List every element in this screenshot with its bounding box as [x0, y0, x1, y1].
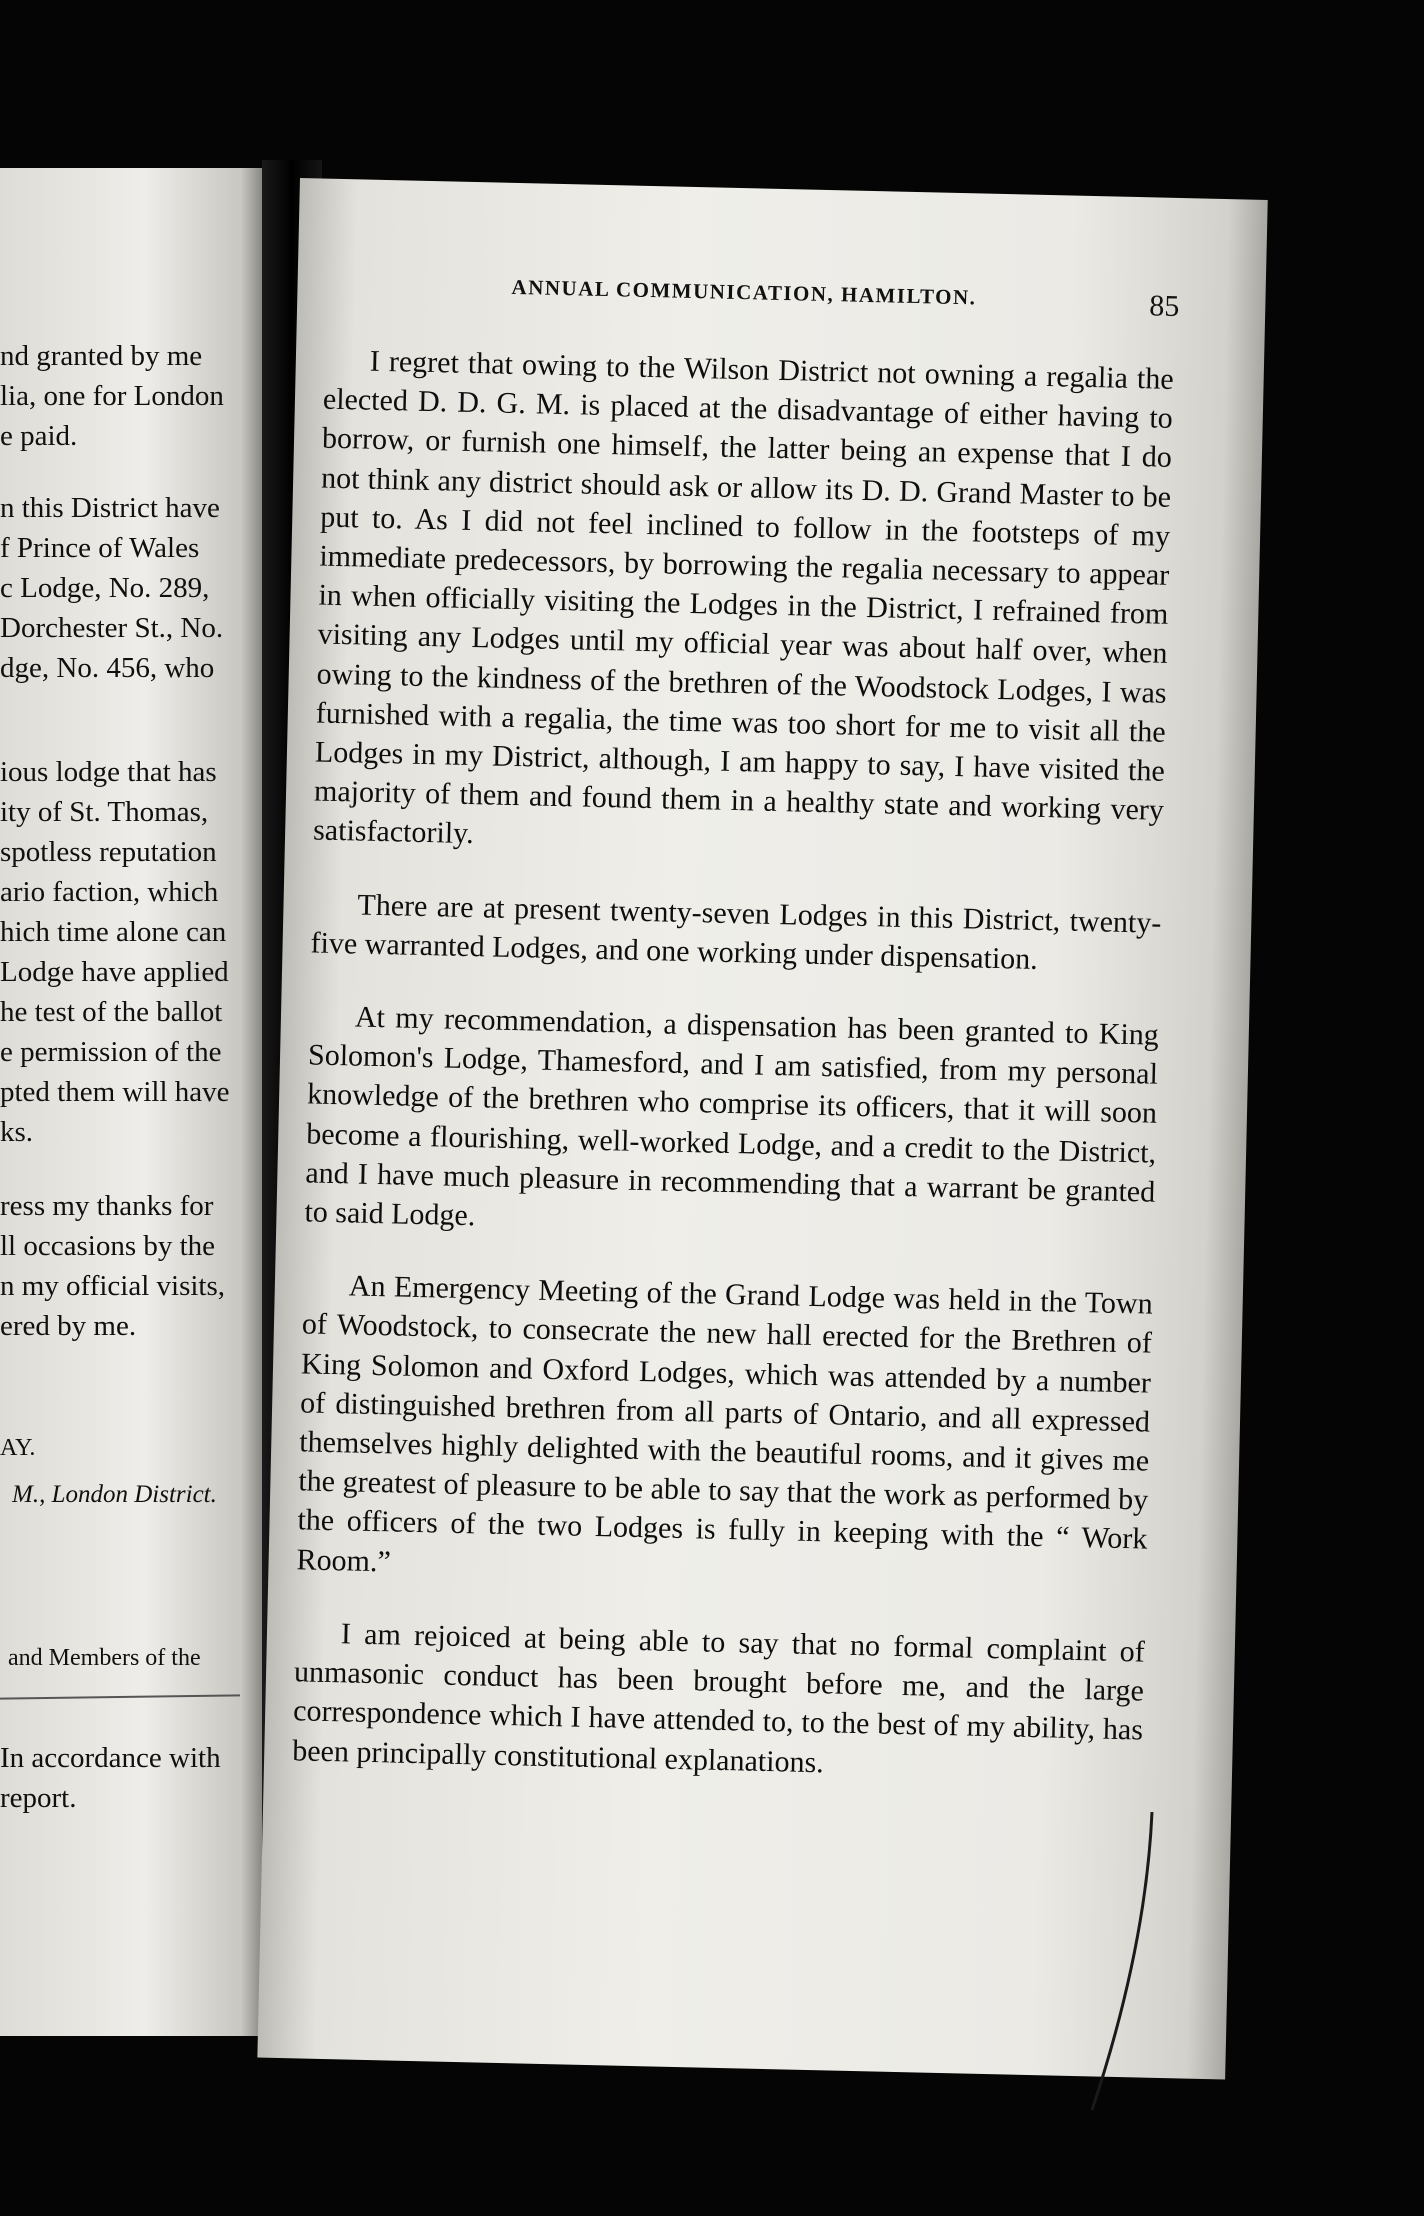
left-text-line: ity of St. Thomas,: [0, 796, 209, 828]
left-text-line: In accordance with: [0, 1742, 221, 1774]
pen-stroke-mark: [1088, 1812, 1158, 2112]
left-page: [0, 168, 262, 2036]
left-text-line: dge, No. 456, who: [0, 652, 215, 684]
paragraph: There are at present twenty-seven Lodges in this District, twenty-five warranted Lodges, and one working under dispensation.: [310, 888, 1162, 976]
left-text-line: Lodge have applied: [0, 956, 229, 988]
running-head: ANNUAL COMMUNICATION, HAMILTON.: [511, 274, 977, 310]
left-text-line: e paid.: [0, 420, 78, 452]
body-text: [292, 341, 1174, 1790]
left-text-line: spotless reputation: [0, 836, 217, 868]
paragraph: I regret that owing to the Wilson District not owning a regalia the elected D. D. G. M. is placed at the disadvantage of either having to borrow, or furnish one himself, the latter being an expense that I do not think any district should ask or allow its D. D. Grand Master to be put to. As I did not feel inclined to follow in the footsteps of my immediate predecessors, by borrowing the regalia necessary to appear in when officially visiting the Lodges in the District, I refrained from visiting any Lodges until my official year was about half over, when owing to the kindness of the brethren of the Woodstock Lodges, I was furnished with a regalia, the time was too short for me to visit all the Lodges in my District, although, I am happy to say, I have visited the majority of them and found them in a healthy state and working very satisfactorily.: [312, 344, 1175, 851]
left-text-line: n this District have: [0, 492, 220, 524]
left-text-line: AY.: [0, 1435, 36, 1461]
right-page: [257, 178, 1267, 2079]
left-text-line: n my official visits,: [0, 1270, 226, 1302]
left-text-line: ks.: [0, 1116, 34, 1148]
paragraph: At my recommendation, a dispensation has been granted to King Solomon's Lodge, Thamesford, and I am satisfied, from my personal knowledge of the brethren who comprise its officers, that it will soon become a flourishing, well-worked Lodge, and a credit to the District, and I have much pleasure in recommending that a warrant be granted to said Lodge.: [304, 1000, 1160, 1233]
left-text-line: ious lodge that has: [0, 756, 217, 788]
left-text-line: he test of the ballot: [0, 996, 223, 1028]
left-text-line: ress my thanks for: [0, 1190, 214, 1222]
left-text-line: report.: [0, 1782, 77, 1814]
left-text-line: nd granted by me: [0, 340, 203, 372]
left-text-line: c Lodge, No. 289,: [0, 572, 210, 604]
paragraph: An Emergency Meeting of the Grand Lodge was held in the Town of Woodstock, to consecrate the new hall erected for the Brethren of King Solomon and Oxford Lodges, which was attended by a number of distinguished brethren from all parts of Ontario, and all expressed themselves highly delighted with the beautiful rooms, and it gives me the greatest of pleasure to be able to say that the work as performed by the officers of the two Lodges is fully in keeping with the “ Work Room.”: [296, 1269, 1154, 1579]
page-number: 85: [1148, 289, 1180, 323]
left-text-line: e permission of the: [0, 1036, 222, 1068]
left-text-line: lia, one for London: [0, 380, 224, 412]
left-text-line: f Prince of Wales: [0, 532, 200, 564]
divider: [0, 1694, 240, 1699]
left-text-line: Dorchester St., No.: [0, 612, 224, 644]
left-signature-line: M., London District.: [12, 1481, 217, 1508]
left-text-line: pted them will have: [0, 1076, 230, 1108]
left-text-line: and Members of the: [8, 1645, 201, 1671]
paragraph: I am rejoiced at being able to say that no formal complaint of unmasonic conduct has been brought before me, and the large correspondence which I have attended to, to the best of my ability, has been principally constitutional explanations.: [291, 1617, 1146, 1779]
left-text-line: ario faction, which: [0, 876, 219, 908]
left-text-line: hich time alone can: [0, 916, 227, 948]
left-text-line: ered by me.: [0, 1310, 137, 1342]
left-text-line: ll occasions by the: [0, 1230, 216, 1262]
